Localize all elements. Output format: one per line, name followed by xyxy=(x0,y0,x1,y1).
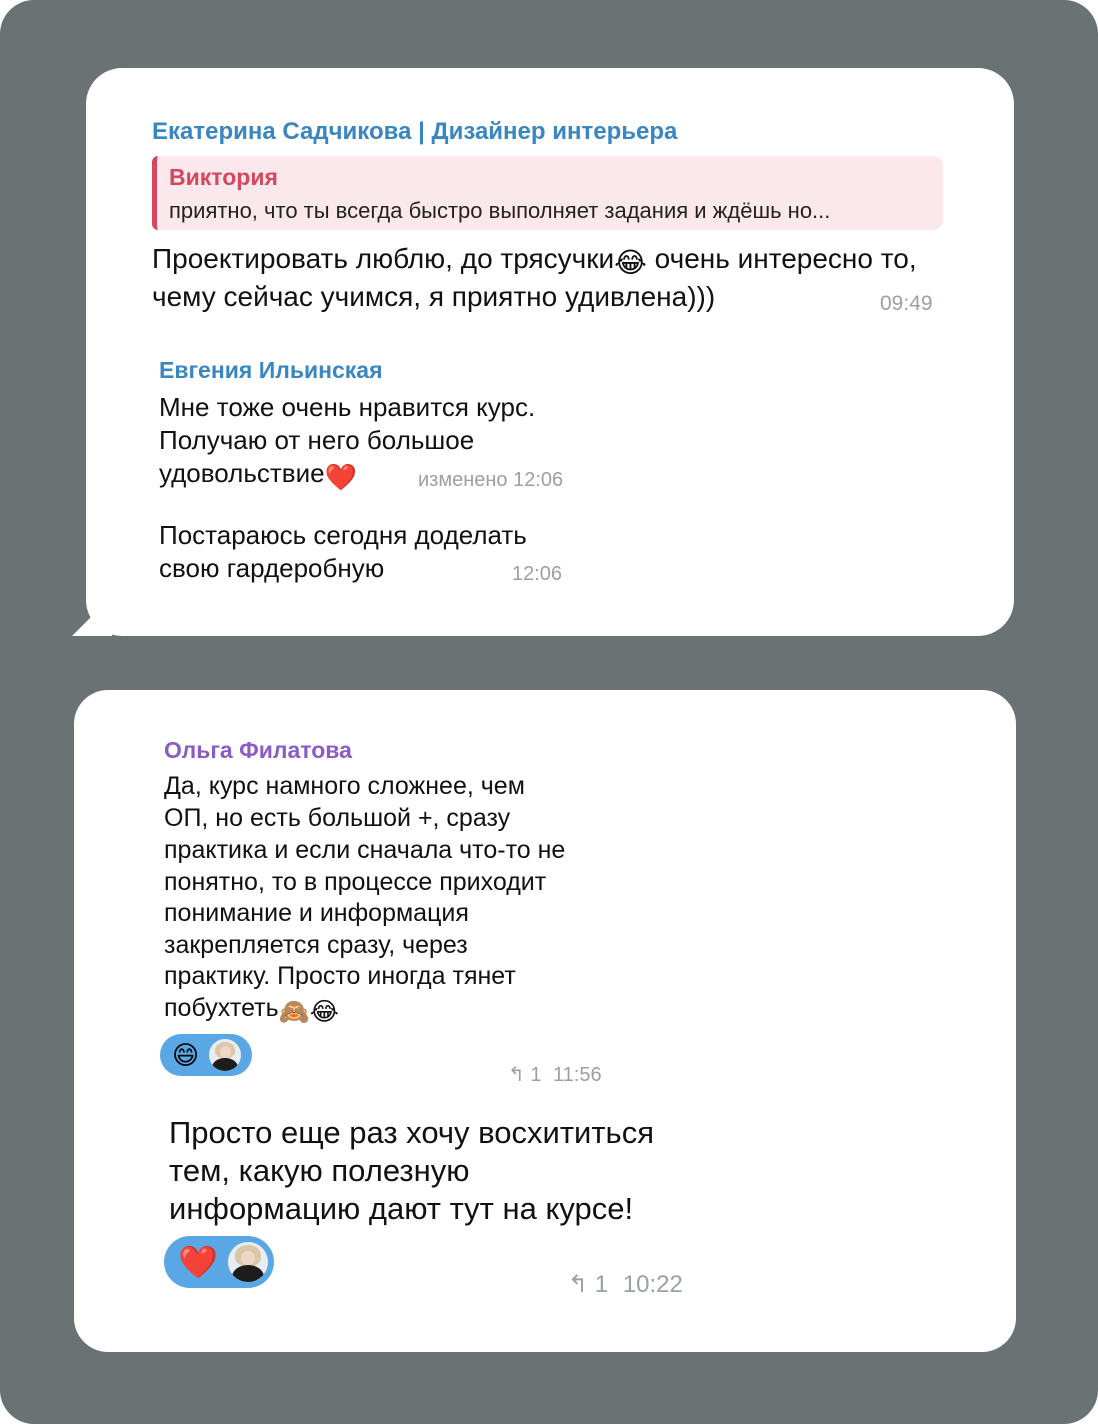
reply-quote[interactable] xyxy=(152,156,943,230)
message-text: Получаю от него большое xyxy=(159,425,475,455)
message-time: 10:22 xyxy=(622,1271,683,1298)
reply-arrow-icon: ↰ xyxy=(508,1064,525,1086)
message-text: Постараюсь сегодня доделать xyxy=(159,520,527,550)
sender-name[interactable]: Ольга Филатова xyxy=(164,737,352,763)
message-time: 12:06 xyxy=(512,563,563,585)
message-text: Просто еще раз хочу восхититься xyxy=(169,1115,654,1150)
message-line xyxy=(152,240,917,282)
message-text: информацию дают тут на курсе! xyxy=(169,1191,634,1226)
reply-count: 1 xyxy=(530,1064,542,1086)
message-text: Да, курс намного сложнее, чем xyxy=(164,772,525,800)
laughing-tears-emoji: 😂 xyxy=(614,247,647,278)
message-text: практика и если сначала что-то не xyxy=(164,836,566,864)
reply-sender-name: Виктория xyxy=(169,164,278,190)
grinning-face-emoji: 😄 xyxy=(172,1039,200,1070)
message-text: тем, какую полезную xyxy=(169,1153,470,1188)
message-text: побухтеть xyxy=(164,994,279,1022)
replies-counter[interactable] xyxy=(508,1062,602,1087)
message-text: закрепляется сразу, через xyxy=(164,931,468,959)
replies-counter[interactable] xyxy=(568,1270,683,1299)
message-text: ОП, но есть большой +, сразу xyxy=(164,804,511,832)
reply-text: приятно, что ты всегда быстро выполняет задания и ждёшь но... xyxy=(169,198,831,223)
message-text: чему сейчас учимся, я приятно удивлена))) xyxy=(152,281,716,312)
monkey-laugh-emoji: 🙈😂 xyxy=(278,998,339,1026)
message-time: 09:49 xyxy=(880,292,933,315)
message-line xyxy=(159,456,357,495)
avatar xyxy=(226,1240,270,1284)
heart-emoji: ❤️ xyxy=(324,462,357,492)
avatar xyxy=(207,1037,243,1073)
heart-emoji: ❤️ xyxy=(178,1244,218,1280)
message-text: понятно, то в процессе приходит xyxy=(164,868,547,896)
message-text: Мне тоже очень нравится курс. xyxy=(159,392,536,422)
message-text: понимание и информация xyxy=(164,899,469,927)
message-text: Проектировать люблю, до трясучки xyxy=(152,243,615,274)
message-text: практику. Просто иногда тянет xyxy=(164,962,516,990)
reaction-chip[interactable] xyxy=(164,1236,274,1288)
sender-name[interactable]: Евгения Ильинская xyxy=(159,357,383,383)
message-text: свою гардеробную xyxy=(159,553,385,583)
reaction-chip[interactable] xyxy=(160,1034,252,1076)
message-line xyxy=(164,992,339,1030)
sender-name[interactable]: Екатерина Садчикова | Дизайнер интерьера xyxy=(152,118,678,145)
message-text: очень интересно то, xyxy=(646,243,917,274)
reply-arrow-icon: ↰ xyxy=(568,1271,589,1298)
message-time: 11:56 xyxy=(553,1064,602,1086)
reply-count: 1 xyxy=(594,1271,609,1298)
message-text: удовольствие xyxy=(159,458,325,488)
message-edited-time: изменено 12:06 xyxy=(418,469,564,491)
